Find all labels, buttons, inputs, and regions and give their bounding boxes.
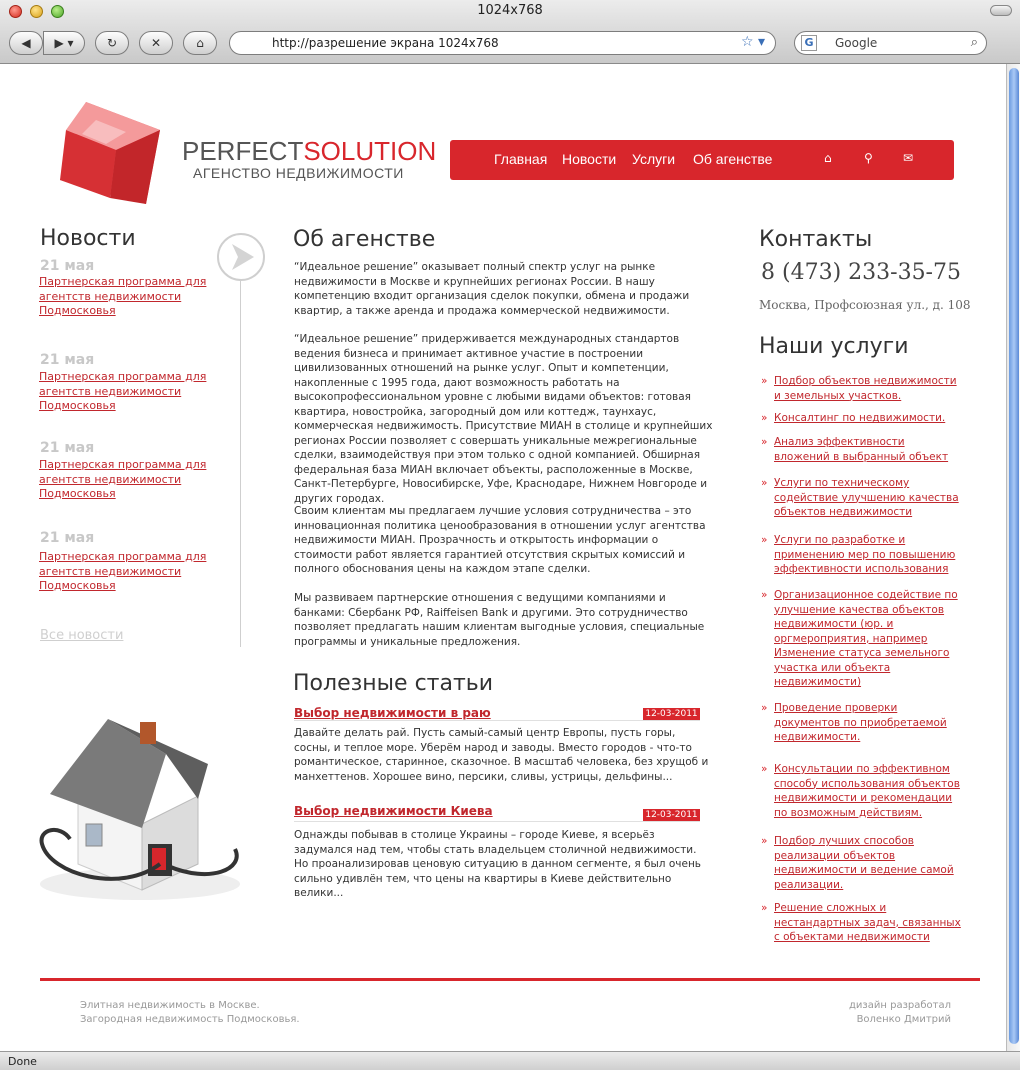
house-illustration-icon <box>30 704 250 914</box>
about-paragraph: “Идеальное решение” оказывает полный спектр услуг на рынке недвижимости в Москве и крупнейших регионах России. В нашу компетенцию входит организация сделок покупки, обмена и продажи квартир, а также аренда и продажа коммерческой недвижимости. <box>294 261 690 317</box>
about-paragraph: Мы развиваем партнерские отношения с ведущими компаниями и банками: Сбербанк РФ, Raiffeisen Bank и другими. Это сотрудничество позволяет предлагать нашим клиентам выгодные условия, специальные программы и уникальные предложения. <box>294 592 705 648</box>
bullet-icon: » <box>761 477 768 489</box>
news-link[interactable]: Партнерская программа для агентств недвижимости Подмосковья <box>39 550 207 592</box>
service-link[interactable]: Консультации по эффективном способу использования объектов недвижимости и рекомендации по возможным действиям. <box>774 763 960 819</box>
bullet-icon: » <box>761 534 768 546</box>
bullet-icon: » <box>761 763 768 775</box>
news-heading: Новости <box>40 226 136 251</box>
nav-home[interactable]: Главная <box>494 151 548 167</box>
search-bar[interactable] <box>794 31 987 55</box>
article-divider <box>294 821 700 822</box>
arrow-right-icon <box>216 232 266 282</box>
news-link[interactable]: Партнерская программа для агентств недвижимости Подмосковья <box>39 370 207 412</box>
logo-cube-icon <box>56 100 160 204</box>
back-button[interactable] <box>9 31 43 55</box>
news-link[interactable]: Партнерская программа для агентств недвижимости Подмосковья <box>39 275 207 317</box>
search-input[interactable]: Google <box>835 36 878 50</box>
all-news-link[interactable]: Все новости <box>40 628 124 643</box>
vertical-scrollbar[interactable] <box>1006 64 1020 1051</box>
service-link[interactable]: Анализ эффективности вложений в выбранный объект <box>774 436 949 463</box>
about-paragraph: “Идеальное решение” придерживается международных стандартов ведения бизнеса и принимает активное участие в построении цивилизованных отношений на рынке услуг. Опыт и компетенции, накопленные с 1995 года, дают возможность работать на высокопрофессиональном уровне с любыми видами объектов: готовая квартира, новостройка, загородный дом или коттедж, таунхаус, коммерческая недвижимость. Присутствие МИАН в столице и крупнейших регионах России позволяет с совершать уникальные межрегиональные сделки, взаимодействуя при этом только с одной компанией. Обширная федеральная база МИАН включает объекты, расположенные в Москве, Санкт-Петербурге, Новосибирске, Уфе, Краснодаре, Нижнем Новгороде и других городах. <box>294 333 713 505</box>
service-link[interactable]: Услуги по разработке и применению мер по повышению эффективности использования <box>774 534 956 575</box>
home-button[interactable] <box>183 31 217 55</box>
status-bar <box>0 1051 1020 1070</box>
contacts-heading: Контакты <box>759 227 873 252</box>
page-viewport <box>0 64 1006 1051</box>
bookmark-star-icon[interactable]: ☆ ▾ <box>740 34 765 50</box>
article-excerpt: Однажды побывав в столице Украины – городе Киеве, я всерьёз задумался над тем, чтобы стать владельцем столичной недвижимости. Но проанализировав ценовую ситуацию в данном сегменте, я был очень сильно удивлён тем, что цены на квартиры в Киеве действительно велики... <box>294 829 701 899</box>
service-link[interactable]: Подбор объектов недвижимости и земельных участков. <box>774 375 957 402</box>
bullet-icon: » <box>761 835 768 847</box>
window-title: 1024x768 <box>477 3 543 18</box>
address-bar[interactable] <box>229 31 776 55</box>
bullet-icon: » <box>761 589 768 601</box>
service-link[interactable]: Услуги по техническому содействие улучшению качества объектов недвижимости <box>774 477 959 518</box>
reload-button[interactable] <box>95 31 129 55</box>
search-icon[interactable]: ⌕ <box>970 35 978 50</box>
main-navigation <box>450 140 954 180</box>
bullet-icon: » <box>761 436 768 448</box>
footer-text: Элитная недвижимость в Москве. <box>80 1000 260 1011</box>
bullet-icon: » <box>761 702 768 714</box>
article-title-link[interactable]: Выбор недвижимости в раю <box>294 706 491 720</box>
about-heading: Об агенстве <box>293 227 436 252</box>
bullet-icon: » <box>761 375 768 387</box>
brand-part1: PERFECT <box>182 136 304 166</box>
brand-logo[interactable] <box>182 136 436 167</box>
service-link[interactable]: Проведение проверки документов по приобретаемой недвижимости. <box>774 702 947 743</box>
back-arrow-icon: ◀ <box>21 36 31 50</box>
mail-icon[interactable]: ✉ <box>903 151 914 165</box>
forward-button[interactable] <box>43 31 85 55</box>
service-link[interactable]: Консалтинг по недвижимости. <box>774 412 946 424</box>
article-divider <box>294 720 700 721</box>
article-date-badge: 12-03-2011 <box>643 809 700 821</box>
news-date: 21 мая <box>40 440 95 456</box>
service-link[interactable]: Подбор лучших способов реализации объектов недвижимости и ведение самой реализации. <box>774 835 954 891</box>
nav-news[interactable]: Новости <box>562 151 617 167</box>
footer-text: Загородная недвижимость Подмосковья. <box>80 1014 300 1025</box>
news-date: 21 мая <box>40 258 95 274</box>
column-divider <box>240 234 241 647</box>
news-date: 21 мая <box>40 352 95 368</box>
brand-part2: SOLUTION <box>303 136 437 166</box>
services-heading: Наши услуги <box>759 334 909 359</box>
news-date: 21 мая <box>40 530 95 546</box>
bullet-icon: » <box>761 902 768 914</box>
service-link[interactable]: Решение сложных и нестандартных задач, связанных с объектами недвижимости <box>774 902 961 943</box>
forward-arrow-icon: ▶ ▾ <box>54 36 74 50</box>
contact-phone: 8 (473) 233-35-75 <box>761 260 961 285</box>
toolbar-toggle-button[interactable] <box>990 5 1012 16</box>
reload-icon: ↻ <box>106 36 118 50</box>
home-icon[interactable]: ⌂ <box>824 151 832 165</box>
article-title-link[interactable]: Выбор недвижимости Киева <box>294 804 493 818</box>
about-paragraph: Своим клиентам мы предлагаем лучшие условия сотрудничества – это инновационная политика ценообразования в отношении услуг агентства недвижимости МИАН. Прозрачность и открытость информации о стоимости работ является гарантией отсутствия скрытых комиссий и полного обоснования цены на каждом этапе сделки. <box>294 505 706 575</box>
article-excerpt: Давайте делать рай. Пусть самый-самый центр Европы, пусть горы, сосны, и теплое море. Уберём народ и заводы. Вместо городов - что-то романтическое, старинное, сказочное. В масштаб человека, без хрущоб и манхеттенов. Хорошее вино, персики, сливы, устрицы, дельфины... <box>294 727 709 783</box>
service-link[interactable]: Организационное содействие по улучшение качества объектов недвижимости (юр. и оргмероприятия, например Изменение статуса земельного участка или объекта недвижимости) <box>774 589 958 688</box>
search-icon[interactable]: ⚲ <box>864 151 873 165</box>
search-engine-icon[interactable]: G <box>801 35 817 51</box>
nav-about[interactable]: Об агенстве <box>693 151 773 167</box>
stop-icon: ✕ <box>150 36 162 50</box>
footer-credit: дизайн разработал <box>849 1000 951 1011</box>
home-icon: ⌂ <box>196 36 204 50</box>
status-text: Done <box>8 1055 37 1068</box>
footer-divider <box>40 978 980 981</box>
article-date-badge: 12-03-2011 <box>643 708 700 720</box>
brand-tagline: АГЕНСТВО НЕДВИЖИМОСТИ <box>193 165 404 181</box>
articles-heading: Полезные статьи <box>293 671 494 696</box>
footer-credit: Воленко Дмитрий <box>856 1014 951 1025</box>
news-link[interactable]: Партнерская программа для агентств недвижимости Подмосковья <box>39 458 207 500</box>
address-text[interactable]: http://разрешение экрана 1024x768 <box>272 36 499 50</box>
nav-services[interactable]: Услуги <box>632 151 676 167</box>
scrollbar-thumb[interactable] <box>1009 68 1019 1044</box>
stop-button[interactable] <box>139 31 173 55</box>
browser-toolbar <box>0 0 1020 64</box>
bullet-icon: » <box>761 412 768 424</box>
contact-address: Москва, Профсоюзная ул., д. 108 <box>759 298 971 312</box>
